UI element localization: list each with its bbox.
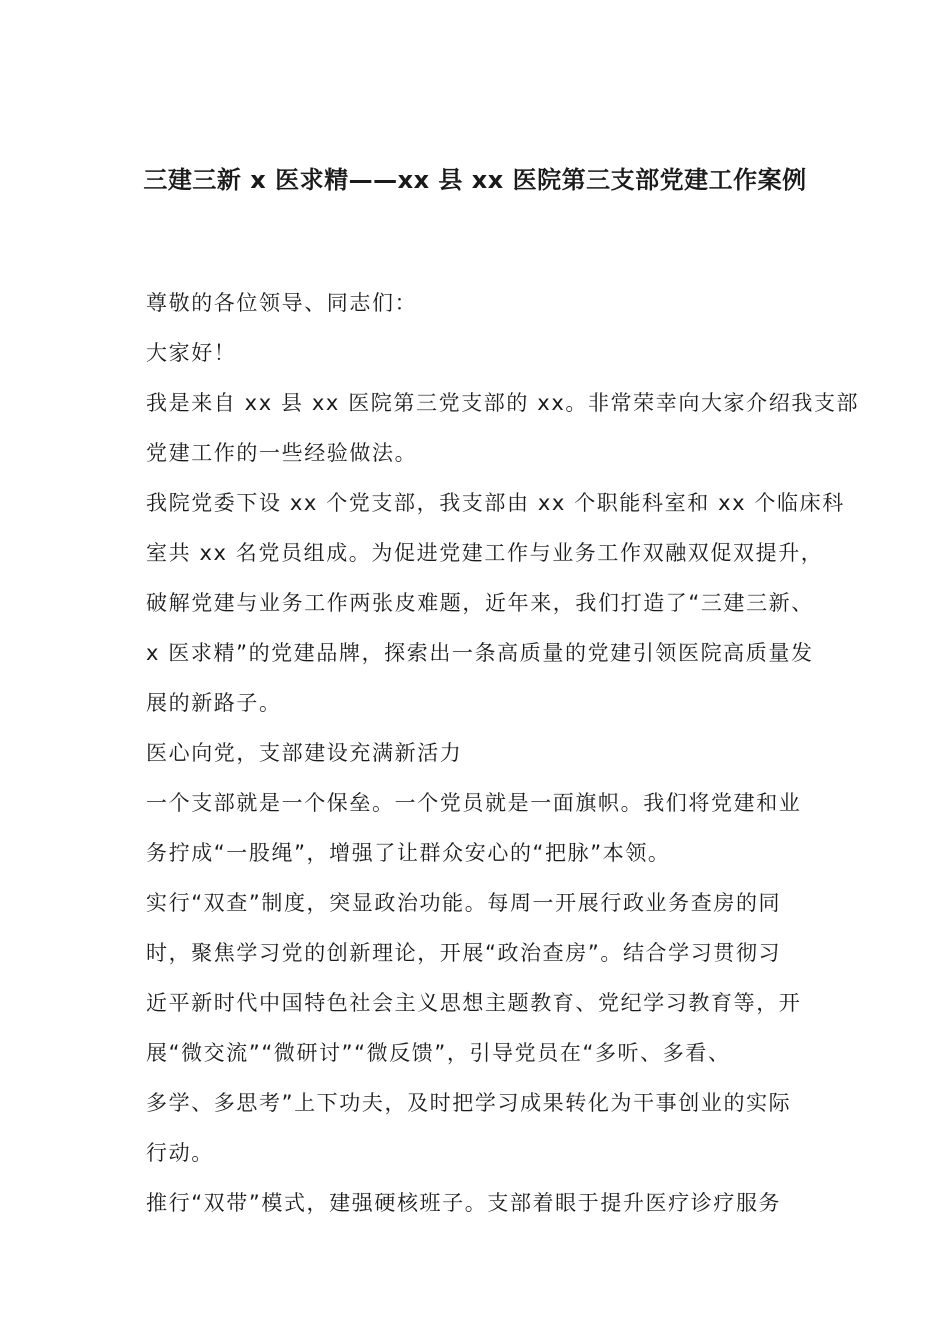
- text-line: 我是来自 xx 县 xx 医院第三党支部的 xx。非常荣幸向大家介绍我支部: [146, 391, 860, 415]
- text-line: 展“微交流”“微研讨”“微反馈”，引导党员在“多听、多看、: [146, 1041, 731, 1065]
- text-line: x 医求精”的党建品牌，探索出一条高质量的党建引领医院高质量发: [146, 641, 814, 665]
- text-line: 时，聚焦学习党的创新理论，开展“政治查房”。结合学习贯彻习: [146, 941, 782, 965]
- text-line: 我院党委下设 xx 个党支部，我支部由 xx 个职能科室和 xx 个临床科: [146, 491, 845, 515]
- text-line: 大家好！: [146, 341, 237, 365]
- document-title: 三建三新 x 医求精——xx 县 xx 医院第三支部党建工作案例: [143, 166, 807, 194]
- text-line: 实行“双查”制度，突显政治功能。每周一开展行政业务查房的同: [146, 891, 782, 915]
- text-line: 务拧成“一股绳”，增强了让群众安心的“把脉”本领。: [146, 841, 671, 865]
- text-line: 党建工作的一些经验做法。: [146, 441, 418, 465]
- text-line: 推行“双带”模式，建强硬核班子。支部着眼于提升医疗诊疗服务: [146, 1191, 782, 1215]
- text-line: 尊敬的各位领导、同志们：: [146, 291, 418, 315]
- document-body: [146, 278, 860, 1228]
- text-line: 破解党建与业务工作两张皮难题，近年来，我们打造了“三建三新、: [146, 591, 814, 615]
- text-line: 一个支部就是一个保垒。一个党员就是一面旗帜。我们将党建和业: [146, 791, 802, 815]
- text-line: 多学、多思考”上下功夫，及时把学习成果转化为干事创业的实际: [146, 1091, 792, 1115]
- text-line: 展的新路子。: [146, 691, 282, 715]
- section-heading: 医心向党，支部建设充满新活力: [146, 741, 463, 765]
- text-line: 近平新时代中国特色社会主义思想主题教育、党纪学习教育等，开: [146, 991, 802, 1015]
- text-line: 室共 xx 名党员组成。为促进党建工作与业务工作双融双促双提升，: [146, 541, 824, 565]
- text-line: 行动。: [146, 1141, 214, 1165]
